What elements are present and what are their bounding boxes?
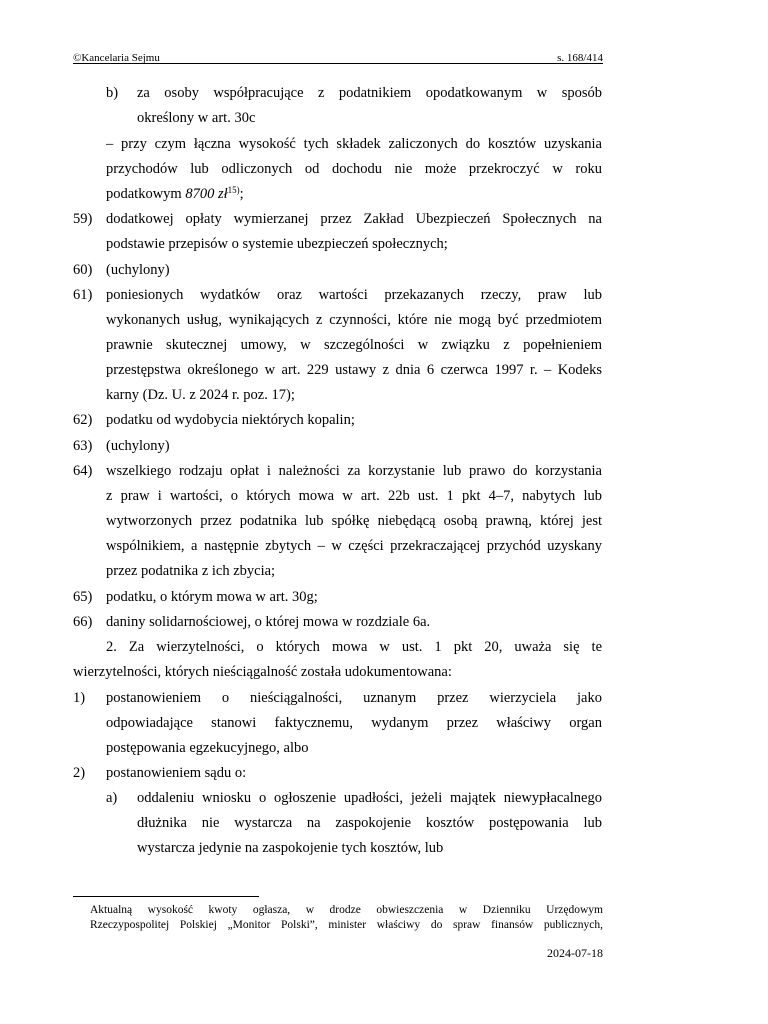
item-line: podstawie przepisów o systemie ubezpieczeń społecznych;	[106, 236, 448, 252]
p2-item-line: odpowiadające stanowi faktycznemu, wydanym przez właściwy organ	[106, 715, 602, 731]
item-b-line: określony w art. 30c	[137, 110, 256, 126]
footnote-line: Rzeczypospolitej Polskiej „Monitor Polski”, minister właściwy do spraw finansów publicznych,	[90, 919, 603, 931]
footer-date: 2024-07-18	[547, 946, 603, 960]
item-line: daniny solidarnościowej, o której mowa w rozdziale 6a.	[106, 614, 431, 630]
item-line: wytworzonych przez podatnika lub spółkę niebędącą osobą prawną, której jest	[106, 513, 602, 529]
item-line: wszelkiego rodzaju opłat i należności za korzystanie lub prawo do korzystania	[106, 463, 602, 479]
p2-item-line: postanowieniem o nieściągalności, uznanym przez wierzyciela jako	[106, 690, 602, 706]
footnote-line: Aktualną wysokość kwoty ogłasza, w drodze obwieszczenia w Dzienniku Urzędowym	[90, 904, 603, 916]
footnote-ref[interactable]: 15)	[227, 185, 240, 195]
continuation-line: przychodów lub odliczonych od dochodu nie może przekroczyć w roku	[106, 161, 602, 177]
item-b-label: b)	[106, 85, 119, 101]
item-line: wykonanych usług, wynikających z czynności, które nie mogą być przedmiotem	[106, 312, 602, 328]
item-line: (uchylony)	[106, 438, 170, 454]
footnote-rule	[73, 896, 259, 897]
p2-item-line: postępowania egzekucyjnego, albo	[106, 740, 309, 756]
paragraph-2-line: wierzytelności, których nieściągalność została udokumentowana:	[73, 664, 452, 680]
item-label: 65)	[73, 589, 93, 605]
p2-item-line: postanowieniem sądu o:	[106, 765, 247, 781]
p2-subitem-label: a)	[106, 790, 118, 806]
item-line: z praw i wartości, o których mowa w art. 22b ust. 1 pkt 4–7, nabytych lub	[106, 488, 602, 504]
paragraph-2-line: 2. Za wierzytelności, o których mowa w ust. 1 pkt 20, uważa się te	[106, 639, 602, 655]
item-line: przez podatnika z ich zbycia;	[106, 563, 276, 579]
header-source: ©Kancelaria Sejmu	[73, 52, 160, 64]
item-b-line: za osoby współpracujące z podatnikiem opodatkowanym w sposób	[137, 85, 602, 101]
header-page-number: s. 168/414	[557, 52, 603, 64]
item-line: przestępstwa określonego w art. 229 ustawy z dnia 6 czerwca 1997 r. – Kodeks	[106, 362, 602, 378]
item-label: 64)	[73, 463, 93, 479]
item-label: 63)	[73, 438, 93, 454]
item-line: dodatkowej opłaty wymierzanej przez Zakład Ubezpieczeń Społecznych na	[106, 211, 602, 227]
p2-item-label: 1)	[73, 690, 86, 706]
item-line: podatku od wydobycia niektórych kopalin;	[106, 412, 355, 428]
header-rule	[73, 63, 603, 64]
continuation-line-last	[106, 185, 244, 203]
item-line: podatku, o którym mowa w art. 30g;	[106, 589, 318, 605]
continuation-line: – przy czym łączna wysokość tych składek zaliczonych do kosztów uzyskania	[106, 136, 602, 152]
item-label: 66)	[73, 614, 93, 630]
amount-text: 8700 zł	[185, 186, 228, 202]
item-line: poniesionych wydatków oraz wartości przekazanych rzeczy, praw lub	[106, 287, 602, 303]
item-label: 59)	[73, 211, 93, 227]
p2-subitem-line: oddaleniu wniosku o ogłoszenie upadłości, jeżeli majątek niewypłacalnego	[137, 790, 602, 806]
p2-subitem-line: dłużnika nie wystarcza na zaspokojenie kosztów postępowania lub	[137, 815, 602, 831]
item-line: prawnie skutecznej umowy, w szczególności w związku z popełnieniem	[106, 337, 602, 353]
item-line: (uchylony)	[106, 262, 170, 278]
p2-subitem-line: wystarcza jedynie na zaspokojenie tych kosztów, lub	[137, 840, 444, 856]
item-label: 61)	[73, 287, 93, 303]
continuation-suffix: ;	[239, 186, 244, 202]
item-line: wspólnikiem, a następnie zbytych – w części przekraczającej przychód uzyskany	[106, 538, 602, 554]
item-line: karny (Dz. U. z 2024 r. poz. 17);	[106, 387, 295, 403]
item-label: 62)	[73, 412, 93, 428]
continuation-prefix: podatkowym	[106, 186, 186, 202]
p2-item-label: 2)	[73, 765, 86, 781]
item-label: 60)	[73, 262, 93, 278]
